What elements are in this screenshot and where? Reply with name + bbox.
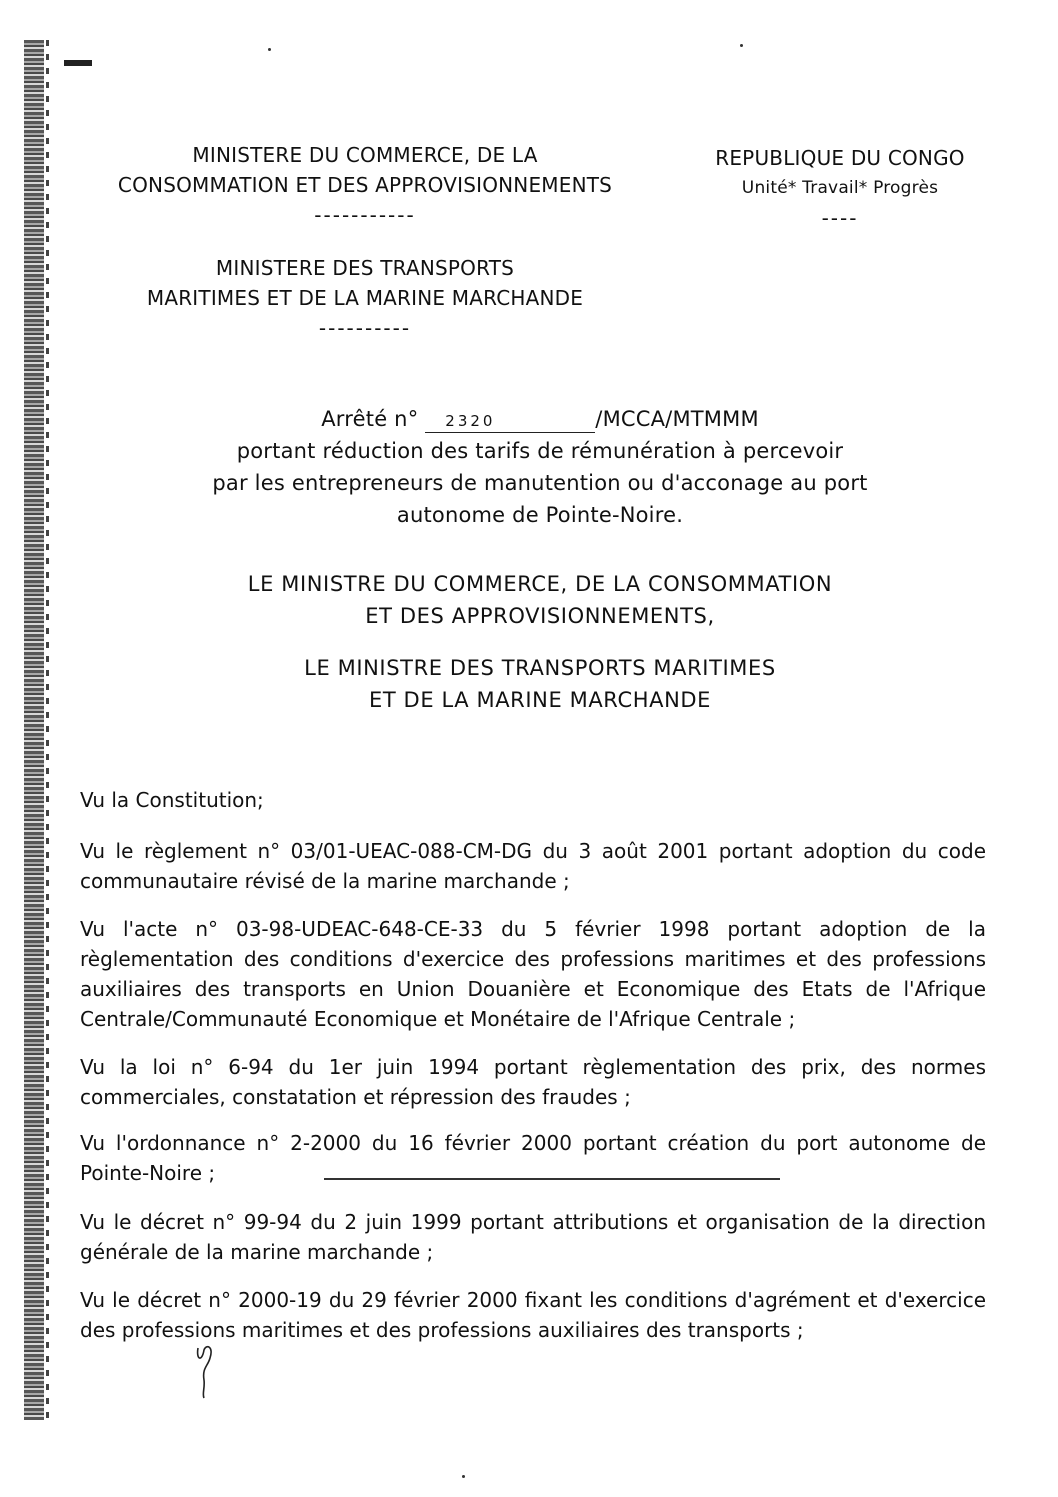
- scan-speck: [268, 48, 271, 51]
- ministry-commerce-line2: CONSOMMATION ET DES APPROVISIONNEMENTS: [117, 173, 613, 197]
- minister-commerce: [200, 568, 880, 632]
- scan-speck: [740, 44, 743, 47]
- arrete-prefix: Arrêté n°: [321, 407, 419, 431]
- ministry-transports-header: [60, 253, 670, 343]
- ministry-commerce-line1: MINISTERE DU COMMERCE, DE LA: [192, 143, 538, 167]
- minister-commerce-line1: LE MINISTRE DU COMMERCE, DE LA CONSOMMATION: [247, 572, 833, 596]
- minister-transports-line2: ET DE LA MARINE MARCHANDE: [368, 688, 712, 712]
- ministry-transports-line2: MARITIMES ET DE LA MARINE MARCHANDE: [146, 286, 584, 310]
- minister-transports: [200, 652, 880, 716]
- republic-motto: Unité* Travail* Progrès: [741, 178, 939, 198]
- visa-paragraph: Vu la Constitution;: [80, 788, 264, 812]
- separator: ----: [821, 206, 859, 230]
- scan-mark: [64, 60, 92, 66]
- handwritten-line: [324, 1178, 780, 1180]
- separator: -----------: [314, 203, 416, 227]
- minister-transports-line1: LE MINISTRE DES TRANSPORTS MARITIMES: [304, 656, 776, 680]
- visa-paragraph: Vu l'acte n° 03-98-UDEAC-648-CE-33 du 5 février 1998 portant adoption de la règlementation des conditions d'exercice des professions maritimes et des professions auxiliaires des transports en Union Douanière et Economique des Etats de l'Afrique Centrale/Communauté Economique et Monétaire de l'Afrique Centrale ;: [80, 917, 986, 1031]
- arrete-number-line: [210, 403, 870, 435]
- visa-paragraph: Vu l'ordonnance n° 2-2000 du 16 février 2000 portant création du port autonome de Pointe-Noire ;: [80, 1131, 986, 1185]
- visa-paragraph: Vu le décret n° 2000-19 du 29 février 2000 fixant les conditions d'agrément et d'exercice des professions maritimes et des professions auxiliaires des transports ;: [80, 1288, 986, 1342]
- scan-speck: [462, 1475, 465, 1478]
- arrete-suffix: /MCCA/MTMMM: [595, 407, 759, 431]
- arrete-subject-line: par les entrepreneurs de manutention ou d'acconage au port: [212, 471, 868, 495]
- scan-binding-edge: [24, 40, 44, 1420]
- arrete-subject-line: autonome de Pointe-Noire.: [396, 503, 684, 527]
- republic-header: [690, 143, 990, 233]
- visa-paragraph: Vu la loi n° 6-94 du 1er juin 1994 portant règlementation des prix, des normes commerciales, constatation et répression des fraudes ;: [80, 1055, 986, 1109]
- ministry-transports-line1: MINISTERE DES TRANSPORTS: [215, 256, 515, 280]
- minister-commerce-line2: ET DES APPROVISIONNEMENTS,: [365, 604, 715, 628]
- separator: ----------: [318, 316, 412, 340]
- arrete-subject-line: portant réduction des tarifs de rémunération à percevoir: [236, 439, 844, 463]
- visa-paragraph: Vu le décret n° 99-94 du 2 juin 1999 portant attributions et organisation de la direction générale de la marine marchande ;: [80, 1210, 986, 1264]
- arrete-title-block: [210, 403, 870, 531]
- visa-paragraph: Vu le règlement n° 03/01-UEAC-088-CM-DG du 3 août 2001 portant adoption du code communautaire révisé de la marine marchande ;: [80, 839, 986, 893]
- initials-signature: [192, 1340, 222, 1400]
- arrete-number: 2320: [425, 410, 595, 433]
- ministry-commerce-header: [60, 140, 670, 230]
- republic-name: REPUBLIQUE DU CONGO: [715, 146, 965, 170]
